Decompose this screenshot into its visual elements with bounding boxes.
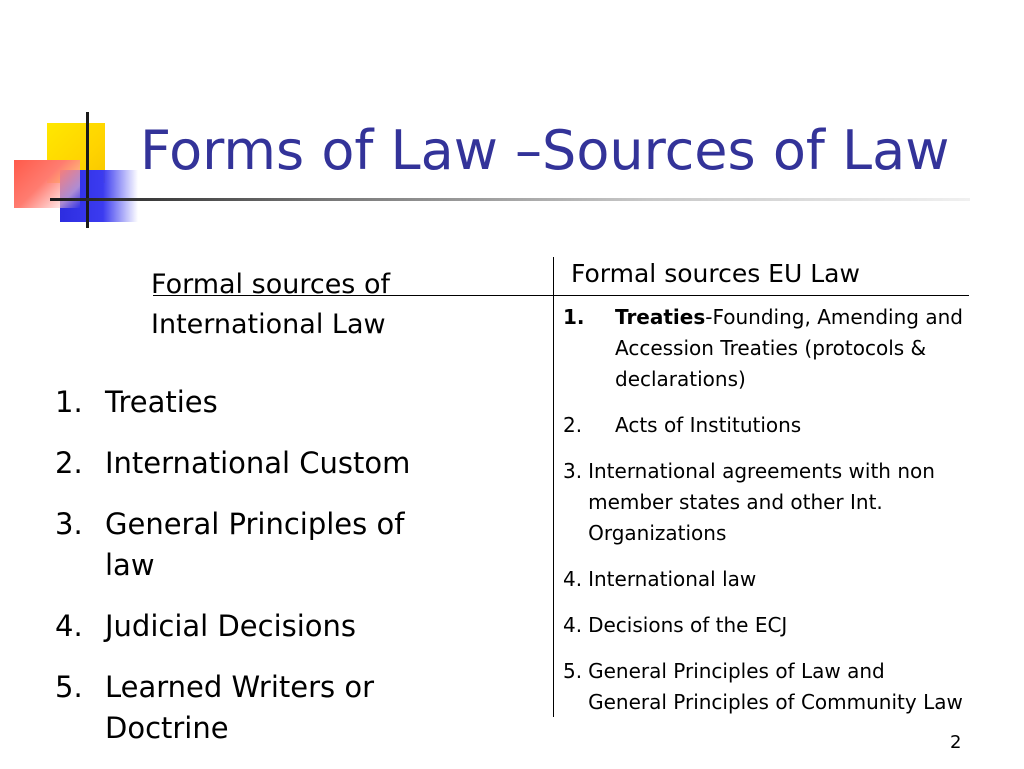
list-item-number: 3.: [55, 507, 83, 541]
right-column-heading: Formal sources EU Law: [571, 259, 860, 288]
list-item: [563, 410, 1003, 441]
column-divider: [553, 257, 554, 717]
list-item: [55, 667, 425, 749]
list-item: [55, 382, 425, 423]
list-item-text: International law: [588, 567, 757, 591]
list-item-rest-text: -Founding, Amending and Accession Treaties (protocols & declarations): [615, 305, 963, 391]
page-number: 2: [950, 732, 962, 753]
list-item-number: 3.: [563, 459, 583, 483]
list-item: [563, 656, 1003, 718]
list-item: [55, 606, 425, 647]
list-item-text: General Principles of law: [105, 507, 405, 582]
list-item: [55, 504, 425, 586]
list-item-text: [615, 302, 990, 395]
list-item: [563, 302, 1003, 395]
list-item-text: Acts of Institutions: [615, 413, 802, 437]
list-item-text: General Principles of Law and General Principles of Community Law: [588, 659, 963, 714]
list-item-number: 5.: [55, 670, 83, 704]
list-item-number: 2.: [55, 446, 83, 480]
list-item: [563, 564, 1003, 595]
list-item-text: Treaties: [105, 385, 218, 419]
list-item-number: 4.: [563, 613, 583, 637]
international-law-sources-list: [55, 382, 425, 769]
left-column-heading: Formal sources of International Law: [151, 269, 390, 340]
list-item-number: 4.: [563, 567, 583, 591]
list-item-number: 1.: [563, 305, 585, 329]
list-item-bold-text: Treaties: [615, 305, 706, 329]
list-item-text: International agreements with non member states and other Int. Organizations: [588, 459, 935, 545]
logo-vertical-line: [86, 112, 89, 228]
eu-law-sources-list: [563, 302, 1003, 733]
list-item: [563, 610, 1003, 641]
list-item-text: International Custom: [105, 446, 411, 480]
list-item-text: Judicial Decisions: [105, 609, 357, 643]
list-item-text: Learned Writers or Doctrine: [105, 670, 375, 745]
list-item-number: 1.: [55, 385, 83, 419]
slide-title: Forms of Law –Sources of Law: [140, 119, 950, 182]
list-item: [55, 443, 425, 484]
list-item-number: 2.: [563, 413, 583, 437]
list-item-number: 5.: [563, 659, 583, 683]
title-underline: [50, 198, 970, 201]
list-item-text: Decisions of the ECJ: [588, 613, 788, 637]
list-item: [563, 456, 1003, 549]
list-item-number: 4.: [55, 609, 83, 643]
